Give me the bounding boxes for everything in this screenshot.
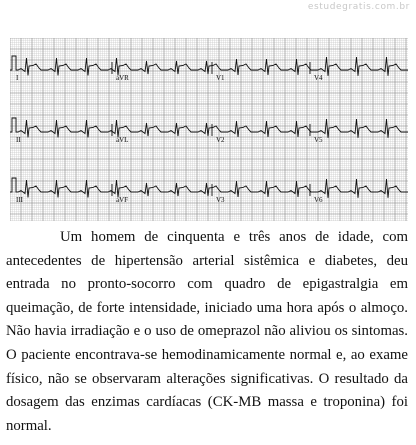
ecg-lead-label: III	[16, 196, 23, 204]
ecg-lead-label: I	[16, 74, 19, 82]
ecg-lead-label: V3	[216, 196, 225, 204]
ecg-trace	[10, 56, 408, 76]
ecg-grid	[10, 38, 408, 221]
ecg-lead-label: V6	[314, 196, 323, 204]
ecg-lead-label: aVR	[116, 74, 129, 82]
case-description	[6, 226, 408, 438]
site-watermark: estudegratis.com.br	[307, 2, 410, 12]
case-paragraph: Um homem de cinquenta e três anos de idade, com antecedentes de hipertensão arterial sistêmica e diabetes, deu entrada no pronto-socorro com quadro de epigastralgia em queimação, de forte intensidade, iniciado uma hora após o almoço. Não havia irradiação e o uso de omeprazol não aliviou os sintomas. O paciente encontrava-se hemodinamicamente normal e, ao exame físico, não se observaram alterações significativas. O resultado da dosagem das enzimas cardíacas (CK-MB massa e troponina) foi normal.	[6, 229, 408, 434]
ecg-lead-label: aVF	[116, 196, 129, 204]
ecg-lead-label: V1	[216, 74, 225, 82]
ecg-lead-label: II	[16, 136, 21, 144]
ecg-lead-label: V4	[314, 74, 323, 82]
ecg-tracing	[10, 38, 408, 221]
ecg-lead-label: V5	[314, 136, 323, 144]
ecg-lead-label: V2	[216, 136, 225, 144]
ecg-lead-label: aVL	[116, 136, 129, 144]
